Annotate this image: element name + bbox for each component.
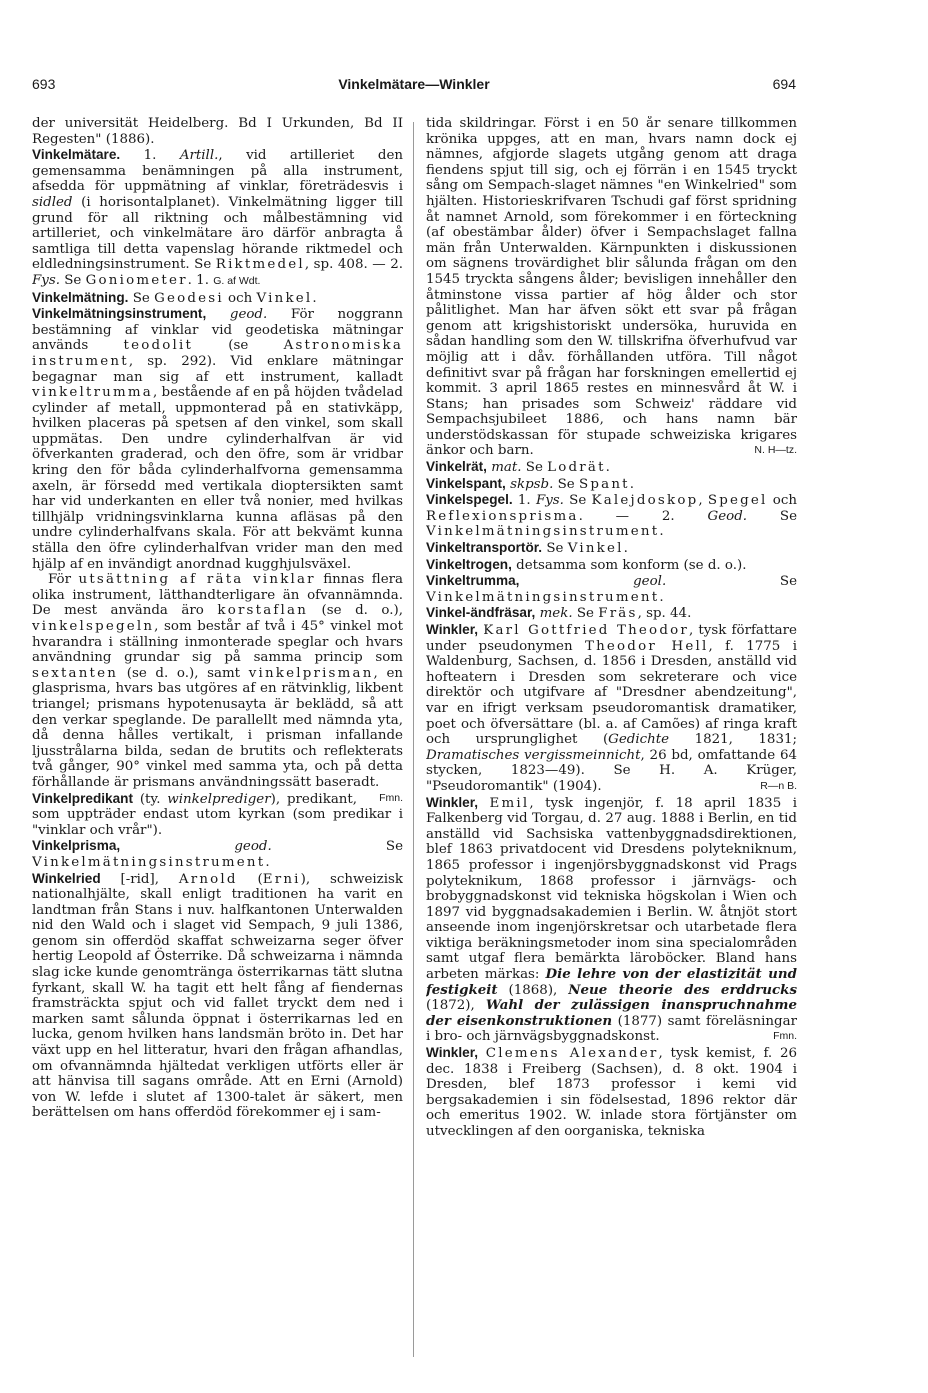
entry-vinkelmatning: Vinkelmätning. Se Geodesi och Vinkel. <box>32 289 317 306</box>
entry-winkelried: Winkelried [-rid], Arnold (Erni), schweizisk nationalhjälte, skall enligt traditionen ha varit en landtman från Stans i nuv. halfkantonen Unterwalden nid den Wald och i slaget vid Sempach, 9 juli 1386, genom sin offerdöd skaffat schweizarna seger öfver hertig Leopold af Österrike. Då schweizarna i nämnda slag icke kunde genomtränga österrikarnas tätt slutna fyrkant, skall W. ha tagit ett helt fång af fiendernas framsträckta spjut och vid fallet tryckt dem ned i marken samt sålunda öppnat i österrikarnas led en lucka, genom hvilken hans landsmän bröto in. Det har växt upp en hel litteratur, hvari den frågan afhandlas, om ofvannämnda hjältedat verkligen utförts eller är att hänvisa till sagans område. Att en Erni (Arnold) von W. lefde i slutet af 1300-talet är säkert, men berättelsen om hans offerdöd förekommer ej i sam- <box>32 870 403 1121</box>
page-number-right: 694 <box>772 76 796 92</box>
headword: Winkler, <box>426 1045 479 1061</box>
headword: Vinkelspant, <box>426 475 506 491</box>
headword: Vinkeltrumma, <box>426 573 520 589</box>
entry-winkler-emil: Winkler, Emil, tysk ingenjör, f. 18 april 1835 i Falkenberg vid Torgau, d. 27 aug. 1888 i Berlin, en tid anställd vid Sachsiska vattenbyggnadsdirektionen, blef 1863 privatdocent vid Dresdens polytekniknum, 1865 professor i ingenjörsbyggnadskonst vid Prags polyteknikum, 1868 professor i järnvägs- och brobyggnadskonst vid tekniska högskolan i Wien och 1897 vid byggnadsakademien i Berlin. W. åtnjöt stort anseende inom ingenjörskretsar och utarbetade flera viktiga beräkningsmetoder inom sina specialområden samt utgaf flera bemärkta läroböcker. Bland hans arbeten märkas: Die lehre von der elastizität und festigkeit (1868), Neue theorie des erddrucks (1872), Wahl der zulässigen inanspruchnahme der eisenkonstruktionen (1877) samt föreläsningar i bro- och järnvägsbyggnadskonst. Fmn. <box>426 794 797 1045</box>
author-signature: Fmn. <box>773 1030 797 1043</box>
entry-vinkelprisma: Vinkelprisma, geod. Se Vinkelmätningsinstrument. <box>32 838 403 870</box>
headword: Vinkelmätningsinstrument, <box>32 306 207 322</box>
headword: Vinkeltrogen, <box>426 556 512 572</box>
page-header <box>32 76 796 96</box>
entry-vinkeltrumma: Vinkeltrumma, geol. Se Vinkelmätningsinstrument. <box>426 573 797 605</box>
page-title: Vinkelmätare—Winkler <box>338 76 490 92</box>
headword: Vinkelspegel. <box>426 492 513 508</box>
entry-winkler-karl: Winkler, Karl Gottfried Theodor, tysk författare under pseudonymen Theodor Hell, f. 1775 i Waldenburg, Sachsen, d. 1856 i Dresden, anställd vid hofteatern i Dresden som sekreterare och vice direktör och utgifvare af "Dresdner abendzeitung", var en ifrigt verksam pseudoromantisk dramatiker, poet och öfversättare (bl. a. af Camões) af ringa kraft och ursprunglighet (Gedichte 1821, 1831; Dramatisches vergissmeinnicht, 26 bd, omfattande 64 stycken, 1823—49). Se H. A. Krüger, "Pseudoromantik" (1904). R—n B. <box>426 622 797 794</box>
entry-continuation: der universität Heidelberg. Bd I Urkunden, Bd II Regesten" (1886). <box>32 116 403 147</box>
entry-vinkelspegel: Vinkelspegel. 1. Fys. Se Kalejdoskop, Spegel och Reflexionsprisma. — 2. Geod. Se Vinkelmätningsinstrument. <box>426 492 797 540</box>
entry-paragraph-utsattning: För utsättning af räta vinklar finnas flera olika instrument, lätthandterligare än ofvannämnda. De mest använda äro korstaflan (se d. o.), vinkelspegeln, som består af två i 45° vinkel mot hvarandra i ställning inmonterade speglar och hvars användning grundar sig på samma princip som sextanten (se d. o.), samt vinkelprisman, en glasprisma, hvars bas utgöres af en rätvinklig, likbent triangel; prismans hypotenusayta är beklädd, så att den verkar speglande. De parallellt med nämnda yta, då denna hålles vertikalt, i prisman infallande ljusstrålarna bilda, sedan de brutits och reflekterats två gånger, 90° vinkel med samma yta, och på detta förhållande är prismans användningssätt baseradt. Fmn. <box>32 572 403 790</box>
entry-vinkeltransportor: Vinkeltransportör. Se Vinkel. <box>426 540 628 557</box>
headword: Vinkelmätare. <box>32 147 121 163</box>
entry-vinkeltrogen: Vinkeltrogen, detsamma som konform (se d. o.). <box>426 556 747 573</box>
entry-vinkel-andfrasar: Vinkel-ändfräsar, mek. Se Fräs, sp. 44. <box>426 605 692 622</box>
entry-vinkelmatare: Vinkelmätare. 1. Artill., vid artilleriet den gemensamma benämningen på alla instrument, afsedda för uppmätning af vinklar, företrädesvis i sidled (i horisontalplanet). Vinkelmätning ligger till grund för all riktning och målbestämning vid artilleriet, och vinkelmätare äro därför anbragta å samtliga till detta vapenslag hörande riktmedel och eldledningsinstrument. Se Riktmedel, sp. 408. — 2. Fys. Se Goniometer. 1. G. af Wdt. <box>32 147 403 288</box>
headword: Vinkelpredikant <box>32 790 133 806</box>
author-signature: Fmn. <box>379 791 403 804</box>
headword: Vinkel-ändfräsar, <box>426 605 536 621</box>
headword: Vinkelprisma, <box>32 838 121 854</box>
page-number-left: 693 <box>32 76 56 92</box>
author-signature: N. H—tz. <box>754 444 797 457</box>
entry-vinkelmatningsinstrument: Vinkelmätningsinstrument, geod. För noggrann bestämning af vinklar vid geodetiska mätningar används teodolit (se Astronomiska instrument, sp. 292). Vid enklare mätningar begagnar man sig af ett instrument, kalladt vinkeltrumma, bestående af en på höjden tvådelad cylinder af metall, uppmonterad på en stativkäpp, hvilken placeras på spetsen af den vinkel, som skall uppmätas. Den undre cylinderhalfvan är vid öfverkanten graderad, och den öfre, som är vridbar kring den för båda cylinderhalfvorna gemensamma axeln, är försedd med vertikala dioptersikten samt har vid underkanten en eller två nonier, med hvilkas tillhjälp vridningsvinklarna kunna afläsas på den undre cylinderhalfvans skala. För att bekvämt kunna ställa den öfre cylinderhalfvan vrider man den med hjälp af en invändigt anordnad kugghjulsväxel. <box>32 306 403 572</box>
right-column <box>426 116 797 1356</box>
entry-vinkelpredikant: Vinkelpredikant (ty. winkelprediger), predikant, som uppträder endast utom kyrkan (som predikar i "vinklar och vrår"). <box>32 790 403 838</box>
author-signature: R—n B. <box>760 779 797 792</box>
entry-vinkelspant: Vinkelspant, skpsb. Se Spant. <box>426 475 634 492</box>
headword: Winkelried <box>32 870 101 886</box>
entry-winkler-clemens: Winkler, Clemens Alexander, tysk kemist, f. 26 dec. 1838 i Freiberg (Sachsen), d. 8 okt. 1904 i Dresden, blef 1873 professor i kemi vid bergsakademien i sin födelsestad, 1896 rektor där och emeritus 1902. W. inlade stora förtjänster om utvecklingen af den oorganiska, tekniska <box>426 1045 797 1139</box>
headword: Vinkelmätning. <box>32 289 129 305</box>
left-column <box>32 116 403 1356</box>
entry-continuation: tida skildringar. Först i en 50 år senare tillkommen krönika uppges, att en man, hvars namn dock ej nämnes, afgjorde slagets utgång genom att draga fiendens spjut till sig, och ej förrän i en 1545 tryckt sång om Sempach-slaget nämnes "en Winkelried" som hjälten. Historieskrifvaren Tschudi gaf först spridning åt namnet Arnold, som förekommer i en förteckning (af obestämbar ålder) öfver i Sempachslaget fallna män från Unterwalden. Kärnpunkten i diskussionen om sägnens trovärdighet blir sålunda frågan om den 1545 tryckta sångens ålder; bevisligen innehåller den åtminstone vissa partier af hög ålder och stor pålitlighet. Man har äfven sökt ett svar på frågan genom att krigshistoriskt undersöka, huruvida en sådan handling som den W. tillskrifna öfverhufvud var möjlig att i dåv. förhållanden utföra. Till något definitivt svar på frågan har forskningen emellertid ej kommit. 3 april 1865 restes en minnesvård åt W. i Stans; han prisades som Schweiz' räddare vid Sempachsjubileet 1886, och hans namn bär understödskassan för stupade schweiziska krigares änkor och barn. N. H—tz. <box>426 116 797 459</box>
headword: Winkler, <box>426 794 479 810</box>
entry-vinkelrat: Vinkelrät, mat. Se Lodrät. <box>426 459 610 476</box>
author-signature: G. af Wdt. <box>213 274 261 287</box>
column-divider <box>413 122 414 1357</box>
headword: Vinkeltransportör. <box>426 540 543 556</box>
headword: Winkler, <box>426 622 479 637</box>
headword: Vinkelrät, <box>426 459 487 475</box>
